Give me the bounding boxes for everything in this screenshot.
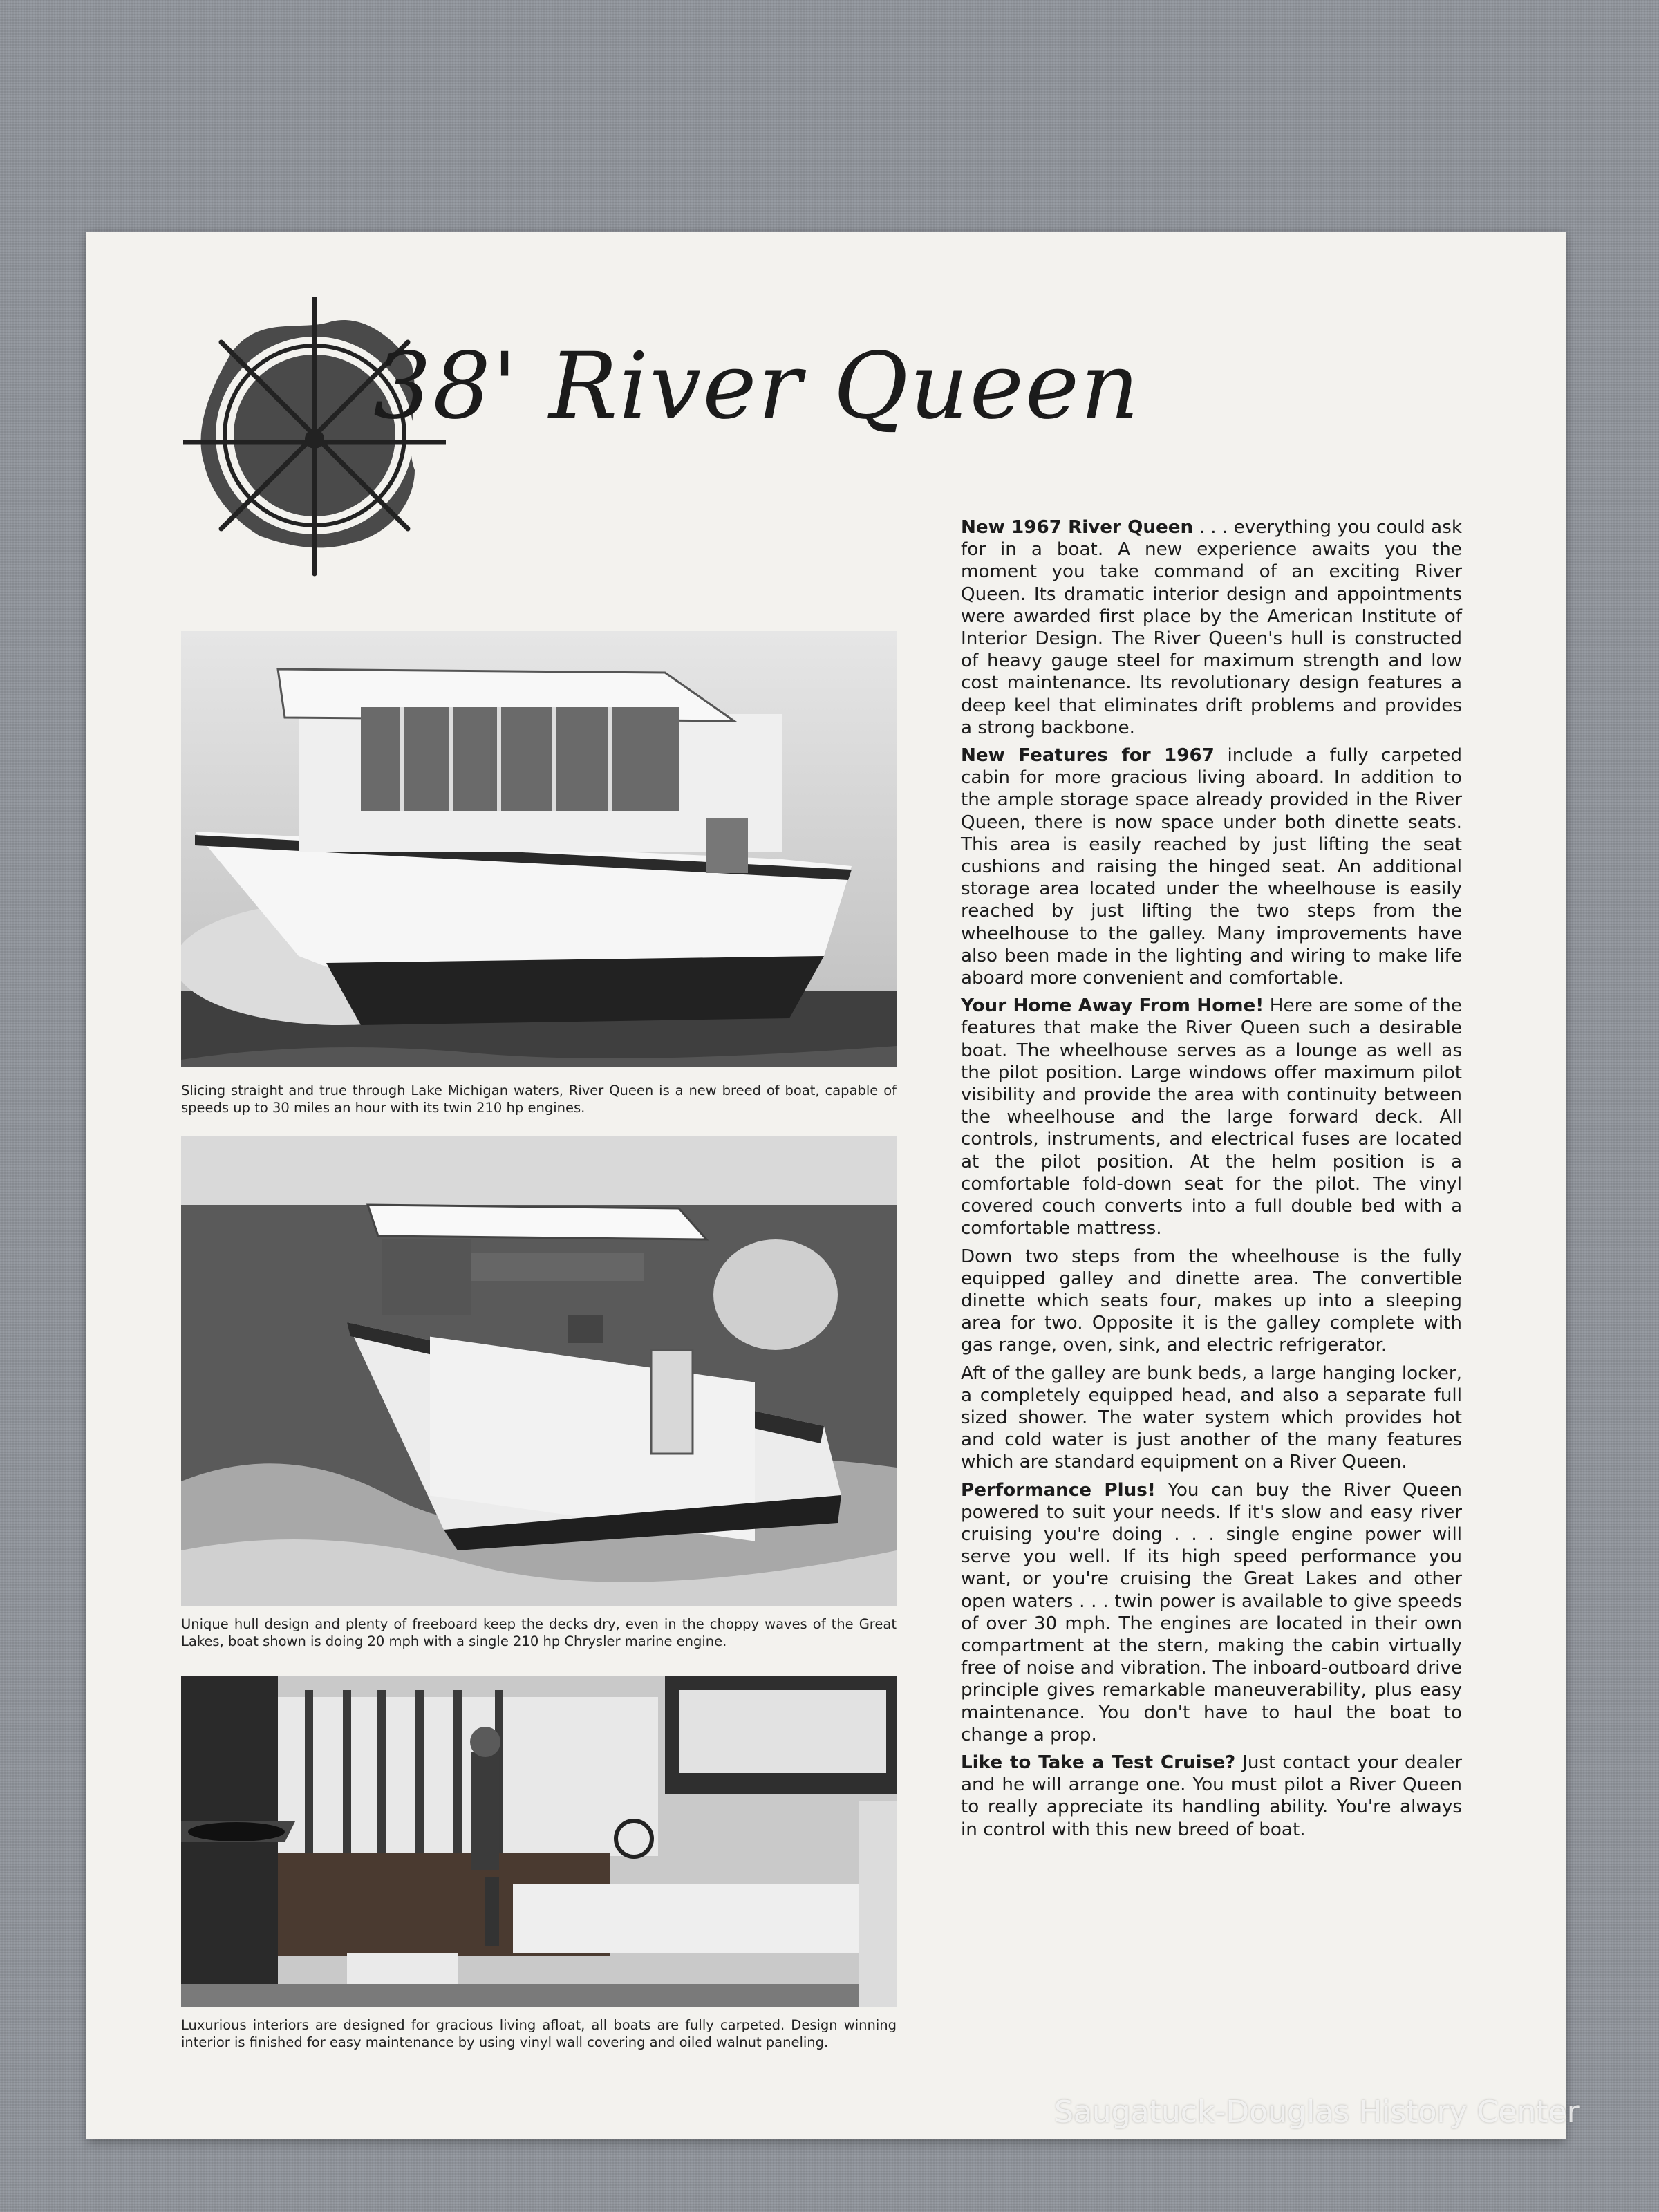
body-paragraph: Aft of the galley are bunk beds, a large hanging locker, a completely equipped head, and also a separate full sized shower. The water system which provides hot and cold water is just another of the many features which are standard equipment on a River Queen. [961, 1362, 1462, 1473]
paragraph-lead: New 1967 River Queen [961, 517, 1194, 538]
body-paragraph: Your Home Away From Home! Here are some of the features that make the River Queen such a desirable boat. The wheelhouse serves as a lounge as well as the pilot position. Large windows offer maximum pilot visibility and provide the area with continuity between the wheelhouse and the large forward deck. All controls, instruments, and electrical fuses are located at the pilot position. At the helm position is a comfortable fold-down seat for the pilot. The vinyl covered couch converts into a full double bed with a comfortable mattress. [961, 995, 1462, 1239]
photo-caption: Slicing straight and true through Lake Michigan waters, River Queen is a new breed of boat, capable of speeds up to 30 miles an hour with its twin 210 hp engines. [181, 1082, 897, 1116]
photo-boat-underway [181, 631, 897, 1067]
paragraph-lead: Like to Take a Test Cruise? [961, 1752, 1236, 1773]
body-paragraph: Down two steps from the wheelhouse is the fully equipped galley and dinette area. The convertible dinette which seats four, makes up into a sleeping area for two. Opposite it is the galley complete with gas range, oven, sink, and electric refrigerator. [961, 1246, 1462, 1356]
brochure-page [86, 232, 1566, 2139]
photo-caption: Unique hull design and plenty of freeboard keep the decks dry, even in the choppy waves of the Great Lakes, boat shown is doing 20 mph with a single 210 hp Chrysler marine engine. [181, 1616, 897, 1649]
photo-caption: Luxurious interiors are designed for gracious living afloat, all boats are fully carpeted. Design winning interior is finished for easy maintenance by using vinyl wall covering and oiled walnut paneling. [181, 2017, 897, 2050]
body-paragraph: Like to Take a Test Cruise? Just contact your dealer and he will arrange one. You must pilot a River Queen to really appreciate its handling ability. You're always in control with this new breed of boat. [961, 1752, 1462, 1840]
body-paragraph: New Features for 1967 include a fully carpeted cabin for more gracious living aboard. In addition to the ample storage space already provided in the River Queen, there is now space under both dinette seats. This area is easily reached by just lifting the seat cushions and raising the hinged seat. An additional storage area located under the wheelhouse is easily reached by just lifting the two steps from the wheelhouse to the galley. Many improvements have also been made in the lighting and wiring to make life aboard more convenient and comfortable. [961, 745, 1462, 989]
body-paragraph: New 1967 River Queen . . . everything you could ask for in a boat. A new experience awaits you the moment you take command of an exciting River Queen. Its dramatic interior design and appointments were awarded first place by the American Institute of Interior Design. The River Queen's hull is constructed of heavy gauge steel for maximum strength and low cost maintenance. Its revolutionary design features a deep keel that eliminates drift problems and provides a strong backbone. [961, 517, 1462, 738]
paragraph-lead: Performance Plus! [961, 1479, 1156, 1501]
watermark: Saugatuck-Douglas History Center [1054, 2094, 1580, 2130]
paragraph-lead: Your Home Away From Home! [961, 995, 1264, 1017]
page-title: 38' River Queen [373, 333, 1141, 440]
body-paragraph: Performance Plus! You can buy the River Queen powered to suit your needs. If it's slow and easy river cruising you're doing . . . single engine power will serve you well. If its high speed performance you want, or you're cruising the Great Lakes and other open waters . . . twin power is available to give speeds of over 30 mph. The engines are located in their own compartment at the stern, making the cabin virtually free of noise and vibration. The inboard-outboard drive principle gives remarkable maneuverability, plus easy maintenance. You don't have to haul the boat to change a prop. [961, 1479, 1463, 1745]
body-text-column [961, 516, 1462, 1846]
photo-interior [181, 1676, 897, 2007]
paragraph-lead: New Features for 1967 [961, 745, 1215, 767]
photo-boat-waves [181, 1136, 897, 1606]
